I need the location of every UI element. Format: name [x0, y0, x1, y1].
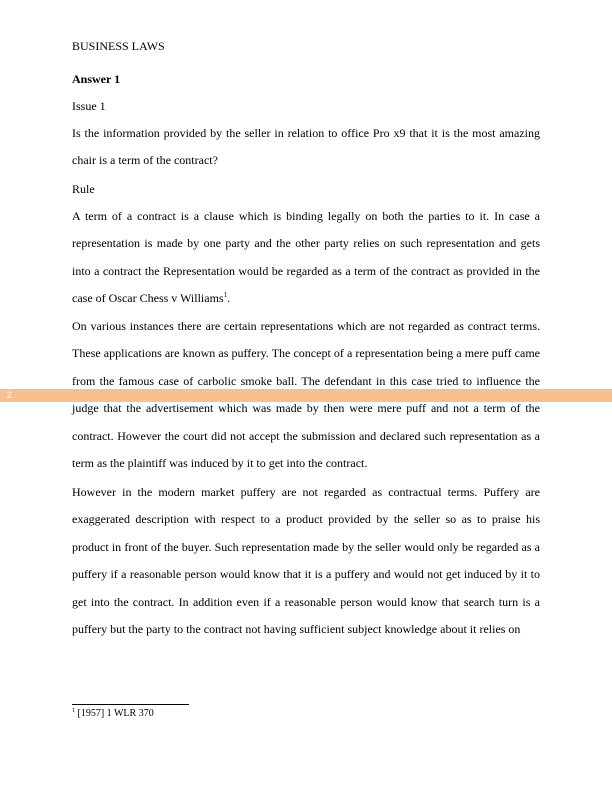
rule-paragraph-2: On various instances there are certain representations which are not regarded as contract terms. These applications are known as puffery. The concept of a representation being a mere puff came from the famous case of carbolic smoke ball. The defendant in this case tried to influence the judge that the advertisement which was made by then were mere puff and not a term of the contract. However the court did not accept the submission and declared such representation as a term as the plaintiff was induced by it to get into the contract.	[72, 319, 540, 471]
rule-paragraph-1-end: .	[227, 291, 231, 306]
issue-label: Issue 1	[72, 99, 106, 113]
footnote	[72, 708, 154, 720]
footnote-separator	[72, 704, 189, 705]
document-header: BUSINESS LAWS	[72, 39, 165, 53]
footnote-reference[interactable]: 1	[223, 291, 228, 300]
rule-paragraph-3: However in the modern market puffery are not regarded as contractual terms. Puffery are exaggerated description with respect to a product provided by the seller so as to praise his product in front of the buyer. Such representation made by the seller would only be regarded as a puffery if a reasonable person would know that it is a puffery and would not get induced by it to get into the contract. In addition even if a reasonable person would know that search turn is a puffery but the party to the contract not having sufficient subject knowledge about it relies on	[72, 485, 540, 637]
rule-paragraph-1-text: A term of a contract is a clause which is binding legally on both the parties to it. In case a representation is made by one party and the other party relies on such representation and gets into a contract the Representation would be regarded as a term of the contract as provided in the case of Oscar Chess v Williams	[72, 209, 540, 306]
issue-question: Is the information provided by the seller in relation to office Pro x9 that it is the most amazing chair is a term of the contract?	[72, 126, 540, 168]
answer-heading: Answer 1	[72, 72, 121, 86]
page-number: 2	[7, 390, 13, 400]
footnote-mark: 1	[72, 708, 75, 714]
rule-paragraph-1	[72, 203, 540, 313]
footnote-text: [1957] 1 WLR 370	[75, 708, 154, 719]
rule-label: Rule	[72, 182, 95, 196]
